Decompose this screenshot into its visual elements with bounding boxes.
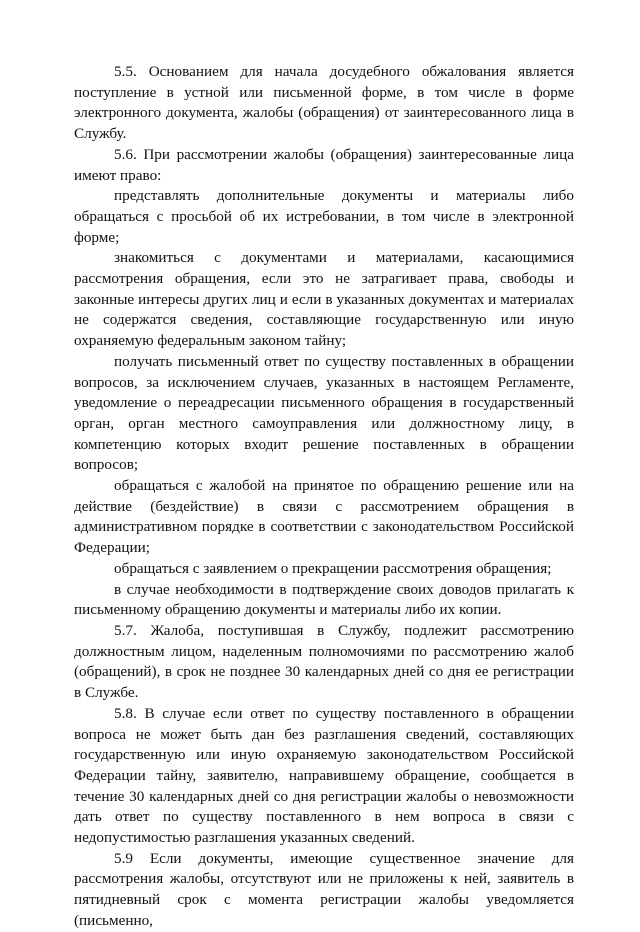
paragraph-5-6: 5.6. При рассмотрении жалобы (обращения) заинтересованные лица имеют право:	[74, 145, 574, 184]
paragraph-right-complaint: обращаться с жалобой на принятое по обращению решение или на действие (бездействие) в связи с рассмотрением обращения в административном порядке в соответствии с законодательством Российской Федерации;	[74, 477, 574, 557]
paragraph-5-9: 5.9 Если документы, имеющие существенное значение для рассмотрения жалобы, отсутствуют или не приложены к ней, заявитель в пятидневный срок с момента регистрации жалобы уведомляется (письменно,	[74, 849, 574, 929]
paragraph-5-5: 5.5. Основанием для начала досудебного обжалования является поступление в устной или письменной форме, в том числе в форме электронного документа, жалобы (обращения) от заинтересованного лица в Службу.	[74, 63, 574, 143]
paragraph-right-attach: в случае необходимости в подтверждение своих доводов прилагать к письменному обращению документы и материалы либо их копии.	[74, 580, 574, 619]
paragraph-right-answer: получать письменный ответ по существу поставленных в обращении вопросов, за исключением случаев, указанных в настоящем Регламенте, уведомление о переадресации письменного обращения в государственный орган, орган местного самоуправления или должностному лицу, в компетенцию которых входит решение поставленных в обращении вопросов;	[74, 352, 574, 474]
paragraph-right-terminate: обращаться с заявлением о прекращении рассмотрения обращения;	[114, 559, 552, 577]
paragraph-5-7: 5.7. Жалоба, поступившая в Службу, подлежит рассмотрению должностным лицом, наделенным полномочиями по рассмотрению жалоб (обращений), в срок не позднее 30 календарных дней со дня ее регистрации в Службе.	[74, 621, 574, 702]
paragraph-5-8: 5.8. В случае если ответ по существу поставленного в обращении вопроса не может быть дан без разглашения сведений, составляющих государственную или иную охраняемую законодательством Российской Федерации тайну, заявителю, направившему обращение, сообщается в течение 30 календарных дней со дня регистрации жалобы о невозможности дать ответ по существу поставленного в нем вопроса в связи с недопустимостью разглашения указанных сведений.	[74, 704, 574, 847]
paragraph-right-familiarize: знакомиться с документами и материалами, касающимися рассмотрения обращения, если это не затрагивает права, свободы и законные интересы других лиц и если в указанных документах и материалах не содержатся сведения, составляющие государственную или иную охраняемую федеральным законом тайну;	[74, 249, 574, 350]
paragraph-right-documents: представлять дополнительные документы и материалы либо обращаться с просьбой об их истребовании, в том числе в электронной форме;	[74, 187, 574, 246]
document-page	[74, 62, 574, 932]
